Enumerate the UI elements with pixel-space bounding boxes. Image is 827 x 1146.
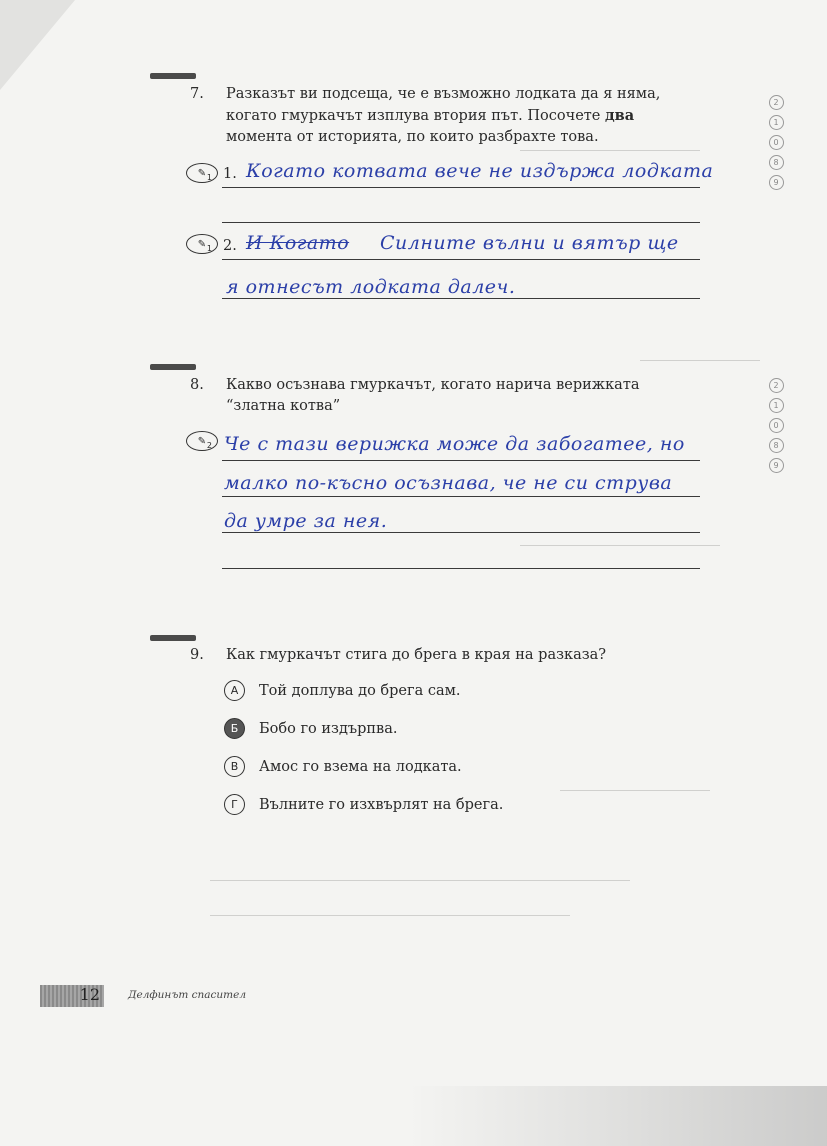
question-line: момента от историята, по които разбрахте това.	[226, 129, 599, 145]
score-column	[768, 95, 784, 190]
score-option: 9	[769, 458, 784, 473]
answer-line	[222, 496, 700, 497]
option-letter-circle[interactable]: Г	[224, 794, 245, 815]
score-points: 2	[206, 441, 212, 450]
handwritten-answer: Че с тази верижка може да забогатее, но	[224, 433, 685, 455]
option-letter-circle[interactable]: В	[224, 756, 245, 777]
page-number: 12	[40, 985, 104, 1007]
answer-line	[222, 259, 700, 260]
answer-option-a[interactable]	[224, 680, 461, 701]
score-option: 1	[769, 398, 784, 413]
handwritten-answer: Силните вълни и вятър ще	[380, 232, 679, 254]
answer-line	[222, 298, 700, 299]
score-option: 2	[769, 378, 784, 393]
answer-line	[222, 222, 700, 223]
score-option: 2	[769, 95, 784, 110]
emphasis-word: два	[604, 107, 635, 124]
answer-line	[222, 568, 700, 569]
score-option: 1	[769, 115, 784, 130]
score-option: 0	[769, 135, 784, 150]
option-text: Вълните го изхвърлят на брега.	[259, 796, 504, 813]
handwritten-answer: Когато котвата вече не издържа лодката	[246, 160, 714, 182]
question-text: Как гмуркачът стига до брега в края на разказа?	[226, 647, 607, 663]
answer-line	[222, 187, 700, 188]
question-line	[226, 105, 696, 127]
score-option: 9	[769, 175, 784, 190]
answer-option-d[interactable]	[224, 794, 503, 815]
handwritten-answer: да умре за нея.	[224, 510, 388, 532]
question-line: “златна котва”	[226, 398, 341, 414]
bleed-through-line	[520, 545, 720, 546]
question-marker	[150, 364, 196, 370]
option-text: Бобо го издърпва.	[259, 720, 398, 737]
bleed-through-line	[520, 150, 700, 151]
score-option: 0	[769, 418, 784, 433]
option-text: Той доплува до брега сам.	[259, 682, 461, 699]
option-letter-circle[interactable]: А	[224, 680, 245, 701]
answer-number: 2.	[223, 238, 237, 254]
question-line: Разказът ви подсеща, че е възможно лодката да я няма,	[226, 86, 661, 102]
answer-line	[222, 532, 700, 533]
option-text: Амос го взема на лодката.	[259, 758, 462, 775]
bleed-through-line	[210, 915, 570, 916]
bleed-through-line	[560, 790, 710, 791]
question-number: 7.	[190, 86, 204, 102]
question-marker	[150, 635, 196, 641]
answer-option-c[interactable]	[224, 756, 462, 777]
pencil-score-icon: ✎ 1	[186, 234, 218, 254]
question-marker	[150, 73, 196, 79]
question-line: Какво осъзнава гмуркачът, когато нарича верижката	[226, 377, 640, 393]
pencil-score-icon: ✎ 2	[186, 431, 218, 451]
bleed-through-line	[210, 880, 630, 881]
footer-title: Делфинът спасител	[128, 989, 247, 1001]
score-points: 1	[206, 173, 212, 182]
page-corner-fold	[0, 0, 75, 90]
score-column	[768, 378, 784, 473]
bleed-through-line	[640, 360, 760, 361]
answer-option-b[interactable]	[224, 718, 397, 739]
question-line-part: когато гмуркачът изплува втория път. Посочете	[226, 108, 601, 124]
answer-number: 1.	[223, 166, 237, 182]
answer-line	[222, 460, 700, 461]
question-number: 8.	[190, 377, 204, 393]
question-number: 9.	[190, 647, 204, 663]
question-text	[226, 84, 696, 148]
pencil-score-icon: ✎ 1	[186, 163, 218, 183]
score-points: 1	[206, 244, 212, 253]
handwritten-answer: малко по-късно осъзнава, че не си струва	[224, 472, 673, 494]
score-option: 8	[769, 155, 784, 170]
question-text	[226, 375, 696, 417]
score-option: 8	[769, 438, 784, 453]
handwritten-answer: я отнесът лодката далеч.	[226, 276, 516, 298]
option-letter-circle-selected[interactable]: Б	[224, 718, 245, 739]
page-shadow	[407, 1086, 827, 1146]
crossed-out-text: И Когато	[246, 232, 350, 254]
